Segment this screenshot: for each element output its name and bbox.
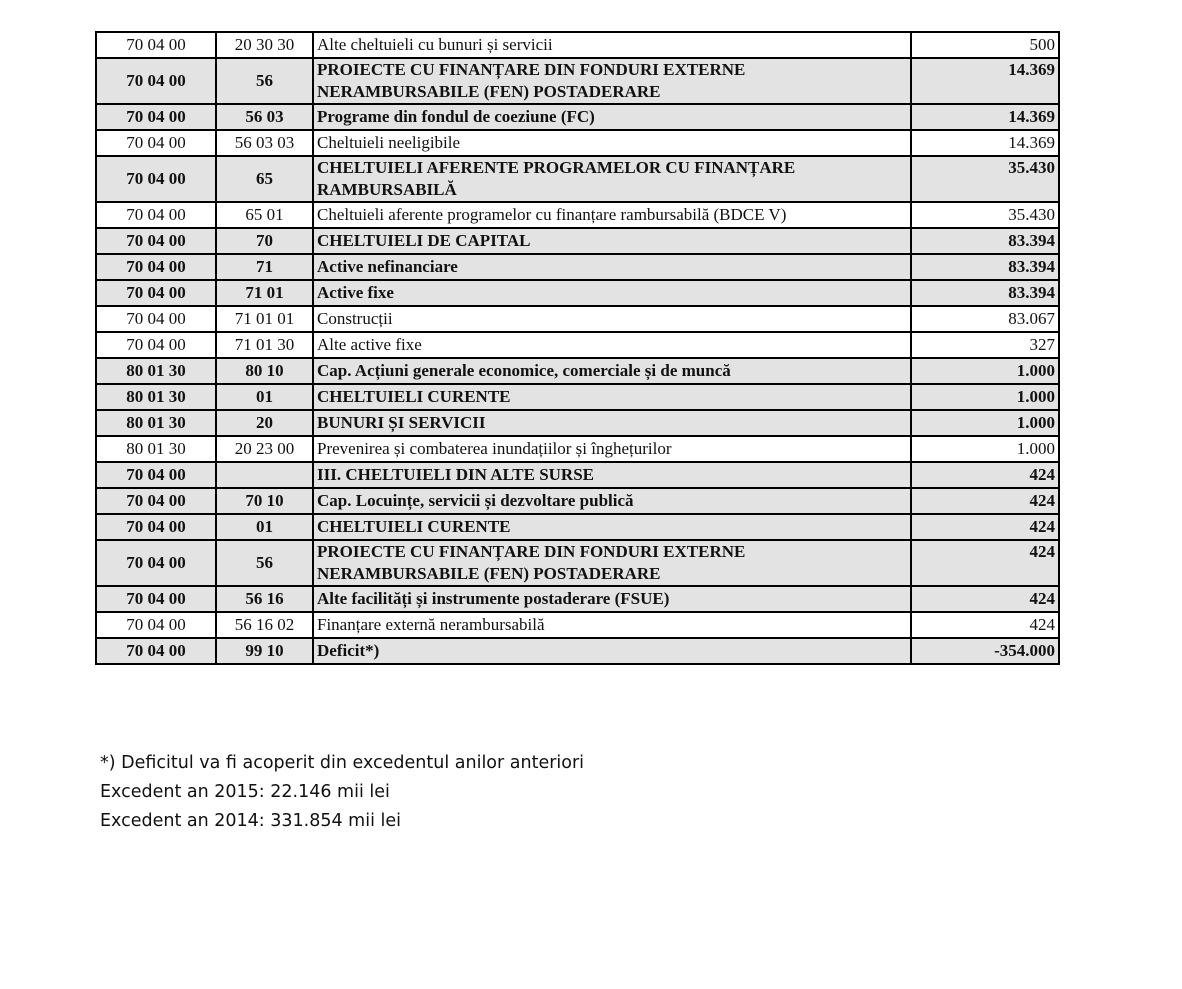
description-cell: BUNURI ȘI SERVICII — [313, 410, 911, 436]
amount-cell: 83.067 — [911, 306, 1059, 332]
table-row — [96, 462, 1059, 488]
economic-code-cell: 56 — [216, 58, 313, 104]
amount-cell: 14.369 — [911, 130, 1059, 156]
functional-code-cell: 80 01 30 — [96, 358, 216, 384]
economic-code-cell: 56 03 — [216, 104, 313, 130]
amount-cell: 1.000 — [911, 384, 1059, 410]
amount-cell: 424 — [911, 540, 1059, 586]
functional-code-cell: 80 01 30 — [96, 384, 216, 410]
description-cell: Cap. Acțiuni generale economice, comerciale și de muncă — [313, 358, 911, 384]
description-cell: CHELTUIELI CURENTE — [313, 514, 911, 540]
amount-cell: 1.000 — [911, 436, 1059, 462]
description-cell: CHELTUIELI AFERENTE PROGRAMELOR CU FINANȚARE RAMBURSABILĂ — [313, 156, 911, 202]
description-cell: PROIECTE CU FINANȚARE DIN FONDURI EXTERNE NERAMBURSABILE (FEN) POSTADERARE — [313, 540, 911, 586]
amount-cell: 424 — [911, 586, 1059, 612]
amount-cell: 327 — [911, 332, 1059, 358]
amount-cell: 83.394 — [911, 280, 1059, 306]
description-cell: PROIECTE CU FINANȚARE DIN FONDURI EXTERNE NERAMBURSABILE (FEN) POSTADERARE — [313, 58, 911, 104]
table-row — [96, 202, 1059, 228]
amount-cell: 35.430 — [911, 202, 1059, 228]
amount-cell: 83.394 — [911, 228, 1059, 254]
table-row — [96, 306, 1059, 332]
table-row — [96, 384, 1059, 410]
description-cell: Finanțare externă nerambursabilă — [313, 612, 911, 638]
economic-code-cell: 65 — [216, 156, 313, 202]
economic-code-cell: 01 — [216, 384, 313, 410]
economic-code-cell: 56 — [216, 540, 313, 586]
description-cell: Alte cheltuieli cu bunuri și servicii — [313, 32, 911, 58]
functional-code-cell: 70 04 00 — [96, 462, 216, 488]
table-row — [96, 104, 1059, 130]
functional-code-cell: 70 04 00 — [96, 488, 216, 514]
description-cell: Alte facilități și instrumente postaderare (FSUE) — [313, 586, 911, 612]
table-row — [96, 58, 1059, 104]
amount-cell: 83.394 — [911, 254, 1059, 280]
table-row — [96, 540, 1059, 586]
economic-code-cell: 71 01 30 — [216, 332, 313, 358]
description-cell: Deficit*) — [313, 638, 911, 664]
description-cell: Alte active fixe — [313, 332, 911, 358]
economic-code-cell: 70 10 — [216, 488, 313, 514]
description-cell: Prevenirea și combaterea inundațiilor și înghețurilor — [313, 436, 911, 462]
table-row — [96, 586, 1059, 612]
surplus-2014-note: Excedent an 2014: 331.854 mii lei — [100, 811, 402, 831]
economic-code-cell: 71 — [216, 254, 313, 280]
economic-code-cell: 71 01 — [216, 280, 313, 306]
functional-code-cell: 70 04 00 — [96, 202, 216, 228]
table-row — [96, 130, 1059, 156]
economic-code-cell: 20 — [216, 410, 313, 436]
functional-code-cell: 70 04 00 — [96, 306, 216, 332]
functional-code-cell: 70 04 00 — [96, 586, 216, 612]
table-row — [96, 638, 1059, 664]
functional-code-cell: 70 04 00 — [96, 156, 216, 202]
functional-code-cell: 70 04 00 — [96, 280, 216, 306]
budget-table-body — [96, 32, 1059, 664]
table-row — [96, 156, 1059, 202]
amount-cell: 424 — [911, 514, 1059, 540]
functional-code-cell: 70 04 00 — [96, 638, 216, 664]
amount-cell: 1.000 — [911, 358, 1059, 384]
description-cell: Active nefinanciare — [313, 254, 911, 280]
table-row — [96, 280, 1059, 306]
amount-cell: 500 — [911, 32, 1059, 58]
functional-code-cell: 70 04 00 — [96, 540, 216, 586]
description-cell: III. CHELTUIELI DIN ALTE SURSE — [313, 462, 911, 488]
description-cell: Programe din fondul de coeziune (FC) — [313, 104, 911, 130]
economic-code-cell: 65 01 — [216, 202, 313, 228]
functional-code-cell: 70 04 00 — [96, 104, 216, 130]
description-cell: CHELTUIELI DE CAPITAL — [313, 228, 911, 254]
economic-code-cell: 56 16 — [216, 586, 313, 612]
functional-code-cell: 70 04 00 — [96, 32, 216, 58]
table-row — [96, 358, 1059, 384]
description-cell: CHELTUIELI CURENTE — [313, 384, 911, 410]
economic-code-cell: 71 01 01 — [216, 306, 313, 332]
deficit-note: *) Deficitul va fi acoperit din excedentul anilor anteriori — [100, 753, 585, 773]
functional-code-cell: 70 04 00 — [96, 228, 216, 254]
amount-cell: 35.430 — [911, 156, 1059, 202]
table-row — [96, 436, 1059, 462]
table-row — [96, 228, 1059, 254]
table-row — [96, 410, 1059, 436]
footnotes — [100, 749, 584, 836]
table-row — [96, 514, 1059, 540]
table-row — [96, 488, 1059, 514]
functional-code-cell: 70 04 00 — [96, 130, 216, 156]
description-cell: Active fixe — [313, 280, 911, 306]
description-cell: Cheltuieli neeligibile — [313, 130, 911, 156]
description-cell: Cheltuieli aferente programelor cu finanțare rambursabilă (BDCE V) — [313, 202, 911, 228]
functional-code-cell: 70 04 00 — [96, 612, 216, 638]
functional-code-cell: 70 04 00 — [96, 332, 216, 358]
functional-code-cell: 70 04 00 — [96, 254, 216, 280]
amount-cell: 424 — [911, 488, 1059, 514]
economic-code-cell: 56 03 03 — [216, 130, 313, 156]
table-row — [96, 32, 1059, 58]
table-row — [96, 332, 1059, 358]
budget-table — [95, 31, 1060, 665]
description-cell: Construcții — [313, 306, 911, 332]
amount-cell: 424 — [911, 462, 1059, 488]
economic-code-cell: 20 23 00 — [216, 436, 313, 462]
economic-code-cell: 01 — [216, 514, 313, 540]
economic-code-cell: 56 16 02 — [216, 612, 313, 638]
functional-code-cell: 70 04 00 — [96, 514, 216, 540]
economic-code-cell: 80 10 — [216, 358, 313, 384]
functional-code-cell: 80 01 30 — [96, 410, 216, 436]
amount-cell: 14.369 — [911, 104, 1059, 130]
amount-cell: -354.000 — [911, 638, 1059, 664]
economic-code-cell: 70 — [216, 228, 313, 254]
amount-cell: 424 — [911, 612, 1059, 638]
economic-code-cell: 20 30 30 — [216, 32, 313, 58]
functional-code-cell: 70 04 00 — [96, 58, 216, 104]
functional-code-cell: 80 01 30 — [96, 436, 216, 462]
description-cell: Cap. Locuințe, servicii și dezvoltare publică — [313, 488, 911, 514]
economic-code-cell — [216, 462, 313, 488]
table-row — [96, 612, 1059, 638]
surplus-2015-note: Excedent an 2015: 22.146 mii lei — [100, 782, 390, 802]
amount-cell: 1.000 — [911, 410, 1059, 436]
table-row — [96, 254, 1059, 280]
amount-cell: 14.369 — [911, 58, 1059, 104]
economic-code-cell: 99 10 — [216, 638, 313, 664]
